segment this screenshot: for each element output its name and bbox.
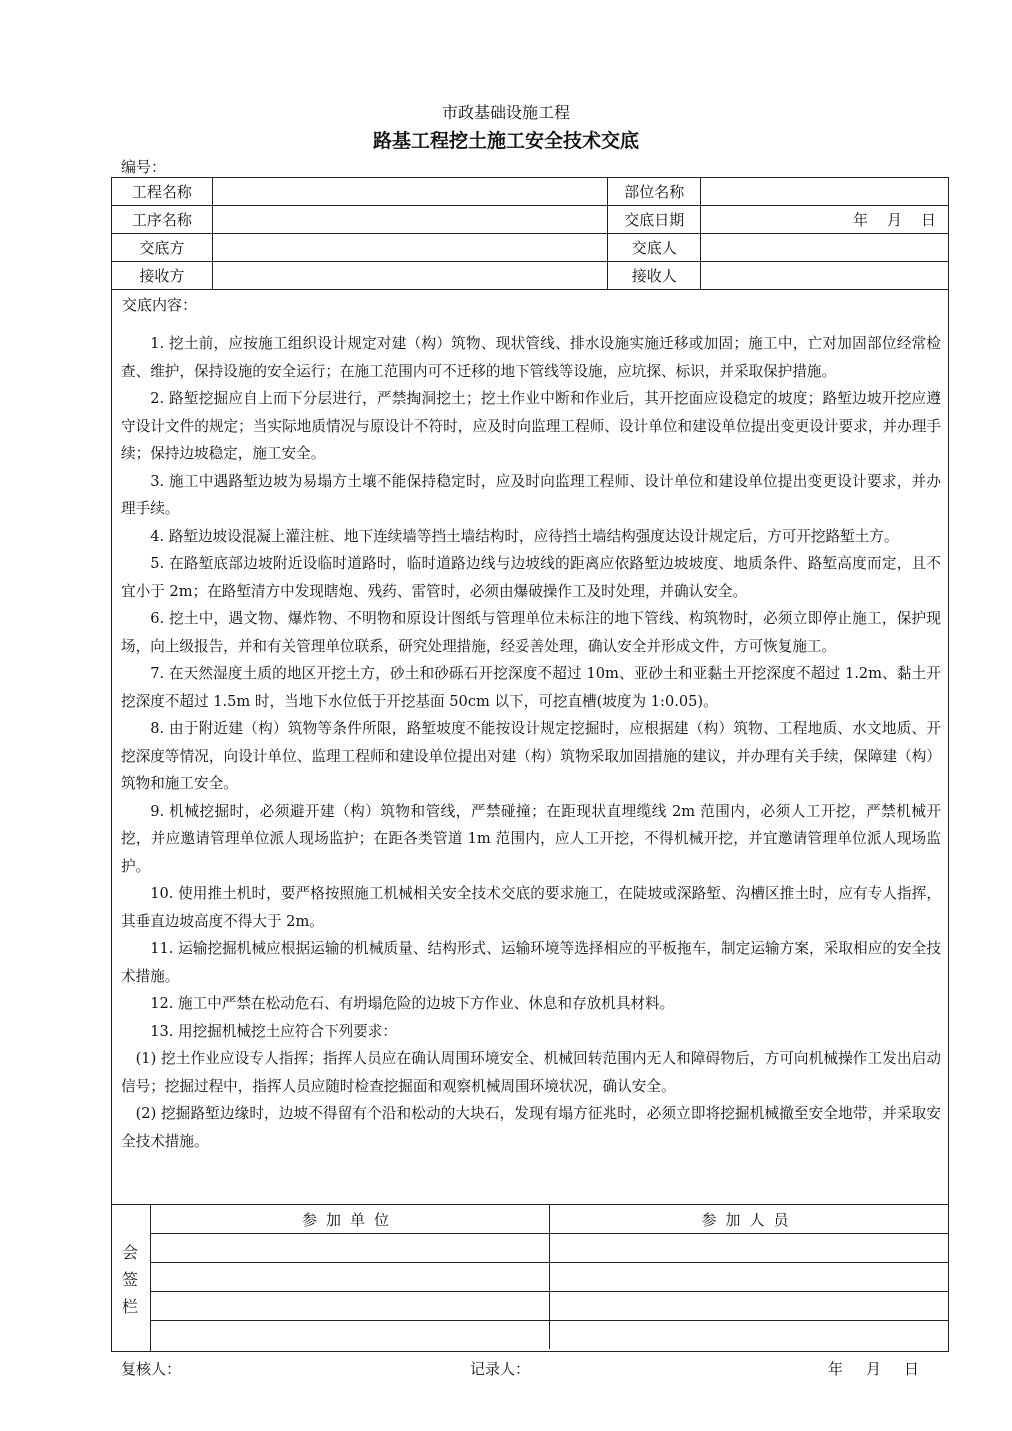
info-table	[111, 177, 949, 290]
signature-row	[151, 1321, 949, 1350]
content-paragraph: 3. 施工中遇路堑边坡为易塌方土壤不能保持稳定时，应及时向监理工程师、设计单位和建设单位提出变更设计要求，并办理手续。	[121, 472, 941, 517]
signature-row	[151, 1292, 949, 1321]
receiver-label: 接收人	[608, 262, 701, 290]
info-row	[112, 234, 949, 262]
receiver-side-label: 接收方	[112, 262, 213, 290]
info-row	[112, 178, 949, 206]
person-field[interactable]	[550, 1234, 950, 1263]
project-name-field[interactable]	[212, 178, 607, 206]
person-field[interactable]	[550, 1263, 950, 1292]
content-paragraph: 8. 由于附近建（构）筑物等条件所限，路堑坡度不能按设计规定挖掘时，应根据建（构）筑物、工程地质、水文地质、开挖深度等情况，向设计单位、监理工程师和建设单位提出对建（构）筑物采取加固措施的建议，并办理有关手续，保障建（构）筑物和施工安全。	[121, 720, 941, 792]
unit-field[interactable]	[151, 1234, 550, 1263]
process-name-field[interactable]	[212, 206, 607, 234]
discloser-field[interactable]	[701, 234, 949, 262]
signature-side-char: 栏	[122, 1297, 139, 1316]
document-title: 路基工程挖土施工安全技术交底	[372, 130, 639, 152]
discloser-label: 交底人	[608, 234, 701, 262]
recorder-label: 记录人：	[470, 1360, 531, 1378]
info-row	[112, 262, 949, 290]
signature-section	[111, 1205, 949, 1352]
document-subtitle: 市政基础设施工程	[441, 103, 570, 122]
discloser-side-field[interactable]	[212, 234, 607, 262]
content-paragraph: 9. 机械挖掘时，必须避开建（构）筑物和管线，严禁碰撞；在距现状直埋缆线 2m 范围内，必须人工开挖，严禁机械开挖，并应邀请管理单位派人现场监护；在距各类管道 1m 范围内，应人工开挖，不得机械开挖，并宜邀请管理单位派人现场监护。	[121, 802, 941, 875]
content-paragraph: 6. 挖土中，遇文物、爆炸物、不明物和原设计图纸与管理单位未标注的地下管线、构筑物时，必须立即停止施工，保护现场，向上级报告，并和有关管理单位联系，研究处理措施，经妥善处理，确认安全并形成文件，方可恢复施工。	[121, 610, 941, 655]
content-paragraph: 4. 路堑边坡设混凝上灌注桩、地下连续墙等挡土墙结构时，应待挡土墙结构强度达设计规定后，方可开挖路堑土方。	[150, 527, 899, 545]
content-paragraph: (1) 挖土作业应设专人指挥；指挥人员应在确认周围环境安全、机械回转范围内无人和障碍物后，方可向机械操作工发出启动信号；挖掘过程中，指挥人员应随时检查挖掘面和观察机械周围环境状况，确认安全。	[121, 1050, 941, 1095]
content-paragraph: 5. 在路堑底部边坡附近设临时道路时，临时道路边线与边坡线的距离应依路堑边坡坡度、地质条件、路堑高度而定，且不宜小于 2m；在路堑清方中发现瞎炮、残药、雷管时，必须由爆破操作工及时处理，并确认安全。	[121, 555, 941, 600]
reviewer-label: 复核人：	[121, 1360, 182, 1378]
participating-person-header: 参加人员	[550, 1205, 950, 1234]
unit-field[interactable]	[151, 1292, 550, 1321]
part-name-field[interactable]	[701, 178, 949, 206]
signature-row	[151, 1263, 949, 1292]
signature-row	[151, 1234, 949, 1263]
signature-header-row	[151, 1205, 949, 1234]
content-paragraph: 11. 运输挖掘机械应根据运输的机械质量、结构形式、运输环境等选择相应的平板拖车，制定运输方案，采取相应的安全技术措施。	[121, 940, 941, 985]
content-paragraph: 13. 用挖掘机械挖土应符合下列要求：	[150, 1022, 397, 1040]
content-paragraph: 1. 挖土前，应按施工组织设计规定对建（构）筑物、现状管线、排水设施实施迁移或加固；施工中，亡对加固部位经常检查、维护，保持设施的安全运行；在施工范围内可不迁移的地下管线等设施，应坑探、标识，并采取保护措施。	[121, 335, 941, 380]
content-paragraph: 12. 施工中严禁在松动危石、有坍塌危险的边坡下方作业、休息和存放机具材料。	[150, 995, 675, 1012]
date-label: 交底日期	[608, 206, 701, 234]
participating-unit-header: 参加单位	[151, 1205, 550, 1234]
part-name-label: 部位名称	[608, 178, 701, 206]
disclosure-content-box	[111, 290, 949, 1205]
content-paragraph: 2. 路堑挖掘应自上而下分层进行，严禁掏洞挖土；挖土作业中断和作业后，其开挖面应设稳定的坡度；路堑边坡开挖应遵守设计文件的规定；当实际地质情况与原设计不符时，应及时向监理工程师、设计单位和建设单位提出变更设计要求，并办理手续；保持边坡稳定，施工安全。	[121, 390, 941, 462]
signature-side-char: 会	[122, 1243, 139, 1262]
receiver-side-field[interactable]	[212, 262, 607, 290]
number-label: 编号：	[121, 158, 167, 176]
content-paragraph: (2) 挖掘路堑边缘时，边坡不得留有个沿和松动的大块石，发现有塌方征兆时，必须立即将挖掘机械撤至安全地带，并采取安全技术措施。	[121, 1105, 941, 1150]
person-field[interactable]	[550, 1292, 950, 1321]
info-row	[112, 206, 949, 234]
content-paragraphs	[121, 330, 941, 1155]
discloser-side-label: 交底方	[112, 234, 213, 262]
signature-side-char: 签	[122, 1270, 139, 1289]
date-field[interactable]: 年 月 日	[701, 206, 949, 234]
content-label: 交底内容：	[122, 296, 198, 314]
content-paragraph: 7. 在天然湿度土质的地区开挖土方，砂土和砂砾石开挖深度不超过 10m、亚砂土和亚黏土开挖深度不超过 1.2m、黏土开挖深度不超过 1.5m 时，当地下水位低于开挖基面 50cm 以下，可挖直槽(坡度为 1:0.05)。	[121, 665, 941, 710]
content-paragraph: 10. 使用推土机时，要严格按照施工机械相关安全技术交底的要求施工，在陡坡或深路堑、沟槽区推土时，应有专人指挥，其垂直边坡高度不得大于 2m。	[121, 885, 941, 930]
footer-date: 年 月 日	[828, 1360, 924, 1378]
person-field[interactable]	[550, 1321, 950, 1350]
unit-field[interactable]	[151, 1263, 550, 1292]
process-name-label: 工序名称	[112, 206, 213, 234]
signature-side-label	[112, 1205, 151, 1351]
unit-field[interactable]	[151, 1321, 550, 1350]
project-name-label: 工程名称	[112, 178, 213, 206]
signature-table	[151, 1205, 949, 1349]
receiver-field[interactable]	[701, 262, 949, 290]
